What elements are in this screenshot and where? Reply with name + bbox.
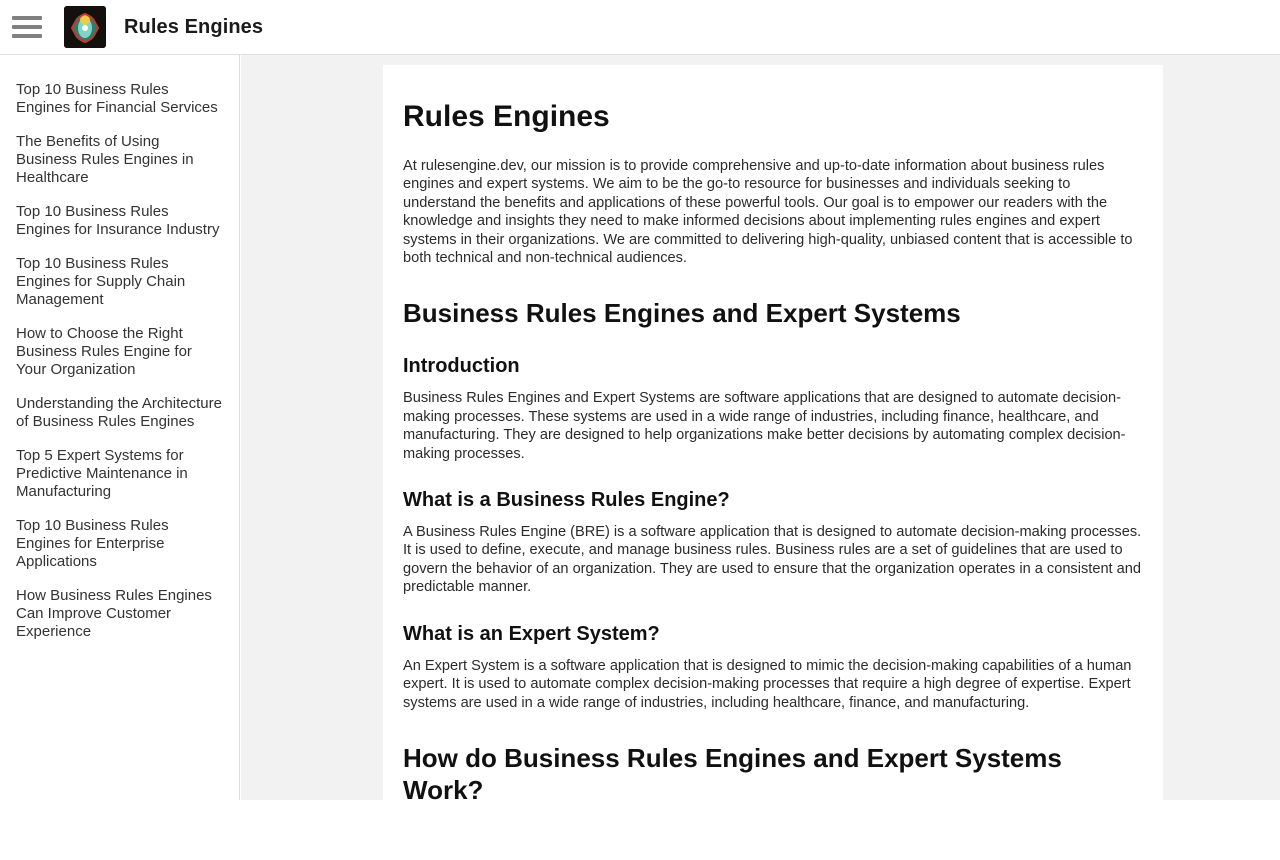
article-intro: At rulesengine.dev, our mission is to provide comprehensive and up-to-date information about business rules engines and expert systems. We aim to be the go-to resource for businesses and individuals seeking to understand the benefits and applications of these powerful tools. Our goal is to empower our readers with the knowledge and insights they need to make informed decisions about implementing rules engines and expert systems in their organizations. We are committed to delivering high-quality, unbiased content that is accessible to both technical and non-technical audiences. [403, 158, 1133, 267]
page-title: Rules Engines [124, 15, 264, 38]
hamburger-menu-icon[interactable] [10, 12, 44, 42]
sidebar-item-healthcare-benefits[interactable]: The Benefits of Using Business Rules Engines in Healthcare [16, 133, 194, 186]
article-section-title: Business Rules Engines and Expert Systems [403, 298, 961, 329]
section-heading-how-they-work: How do Business Rules Engines and Expert Systems Work? [403, 742, 1062, 805]
sidebar-item-architecture[interactable]: Understanding the Architecture of Business Rules Engines [16, 395, 222, 430]
section-body-introduction: Business Rules Engines and Expert Systems are software applications that are designed to automate decision-making processes. These systems are used in a wide range of industries, including finance, healthcare, and manufacturing. They are designed to help organizations make better decisions by automating complex decision-making processes. [403, 390, 1126, 462]
section-body-what-is-bre: A Business Rules Engine (BRE) is a software application that is designed to automate decision-making processes. It is used to define, execute, and manage business rules. Business rules are a set of guidelines that are used to govern the behavior of an organization. They are used to ensure that the organization operates in a consistent and predictable manner. [403, 524, 1142, 596]
sidebar-item-financial-services[interactable]: Top 10 Business Rules Engines for Financial Services [16, 81, 218, 116]
sidebar-item-enterprise-applications[interactable]: Top 10 Business Rules Engines for Enterprise Applications [16, 517, 169, 570]
site-header [0, 0, 1280, 55]
hamburger-bar [12, 25, 42, 29]
sidebar-item-customer-experience[interactable]: How Business Rules Engines Can Improve Customer Experience [16, 587, 212, 640]
section-heading-introduction: Introduction [403, 355, 520, 378]
article-content [383, 65, 1163, 860]
sidebar-item-insurance-industry[interactable]: Top 10 Business Rules Engines for Insurance Industry [16, 203, 220, 238]
sidebar-item-predictive-maintenance[interactable]: Top 5 Expert Systems for Predictive Maintenance in Manufacturing [16, 447, 188, 500]
section-heading-what-is-bre: What is a Business Rules Engine? [403, 489, 730, 512]
hamburger-bar [12, 34, 42, 38]
sidebar-item-supply-chain[interactable]: Top 10 Business Rules Engines for Supply Chain Management [16, 255, 186, 308]
section-heading-what-is-expert-system: What is an Expert System? [403, 622, 660, 645]
article-title: Rules Engines [403, 100, 610, 133]
site-logo-icon[interactable] [64, 6, 106, 48]
sidebar-item-choose-right-engine[interactable]: How to Choose the Right Business Rules Engine for Your Organization [16, 325, 192, 378]
section-body-what-is-expert-system: An Expert System is a software application that is designed to mimic the decision-making capabilities of a human expert. It is used to automate complex decision-making processes that require a high degree of expertise. Expert systems are used in a wide range of industries, including healthcare, finance, and manufacturing. [403, 657, 1132, 711]
sidebar-nav[interactable] [0, 55, 240, 800]
hamburger-bar [12, 16, 42, 20]
